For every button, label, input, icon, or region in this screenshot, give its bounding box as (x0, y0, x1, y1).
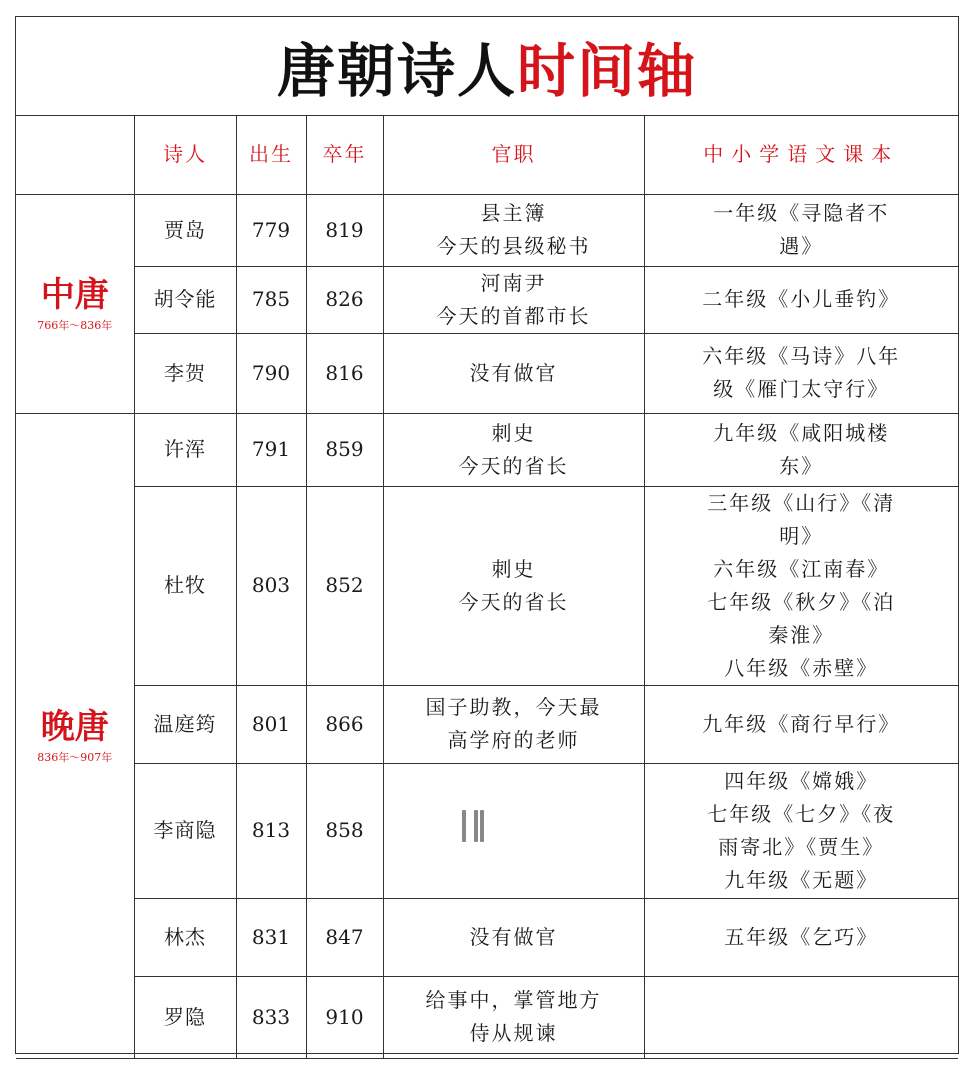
poet-name: 贾岛 (134, 194, 236, 266)
birth-year: 801 (236, 685, 306, 763)
header-death: 卒年 (306, 115, 383, 194)
poet-table (16, 115, 958, 1059)
birth-year: 790 (236, 333, 306, 413)
office-cell (383, 898, 644, 976)
textbook-line: 秦淮》 (768, 622, 835, 647)
textbook-line: 一年级《寻隐者不 (713, 201, 890, 225)
death-year: 847 (306, 898, 383, 976)
death-year: 910 (306, 976, 383, 1058)
birth-year: 803 (236, 486, 306, 685)
office-line: 没有做官 (469, 924, 558, 949)
death-year: 819 (306, 194, 383, 266)
textbook-cell (644, 685, 958, 763)
death-year: 826 (306, 266, 383, 333)
office-line: 今天的县级秘书 (436, 234, 591, 258)
birth-year: 779 (236, 194, 306, 266)
textbook-line: 六年级《马诗》八年 (702, 344, 901, 368)
poet-name: 温庭筠 (134, 685, 236, 763)
blur-mark (474, 810, 478, 842)
table-row (16, 898, 958, 976)
textbook-cell (644, 266, 958, 333)
title-part-black: 唐朝诗人 (276, 37, 517, 105)
office-cell-blurred (383, 763, 644, 898)
era-range: 836年～907年 (37, 750, 113, 764)
textbook-cell (644, 194, 958, 266)
header-office: 官职 (383, 115, 644, 194)
poet-name: 李贺 (134, 333, 236, 413)
office-line: 高学府的老师 (447, 728, 580, 752)
office-cell (383, 976, 644, 1058)
office-line: 今天的省长 (458, 453, 569, 478)
textbook-line: 二年级《小儿垂钓》 (702, 287, 901, 311)
office-line: 没有做官 (469, 360, 558, 385)
office-line: 给事中，掌管地方 (425, 988, 602, 1012)
textbook-line: 六年级《江南春》 (713, 556, 890, 581)
poet-name: 胡令能 (134, 266, 236, 333)
textbook-line: 四年级《嫦娥》 (724, 768, 879, 793)
office-line: 刺史 (491, 556, 536, 581)
office-line: 今天的首都市长 (436, 303, 591, 328)
textbook-cell (644, 763, 958, 898)
poet-name: 林杰 (134, 898, 236, 976)
table-row (16, 976, 958, 1058)
textbook-line: 九年级《商行早行》 (702, 711, 901, 736)
era-name: 晚唐 (40, 706, 109, 747)
office-cell (383, 333, 644, 413)
table-row (16, 763, 958, 898)
textbook-line: 八年级《赤壁》 (724, 655, 879, 680)
table-row (16, 333, 958, 413)
office-line: 刺史 (491, 420, 536, 445)
textbook-line: 五年级《乞巧》 (724, 924, 879, 949)
office-line: 今天的省长 (458, 589, 569, 614)
office-line: 国子助教，今天最 (425, 695, 602, 719)
table-row (16, 413, 958, 486)
office-line: 侍从规谏 (469, 1021, 558, 1045)
textbook-line: 明》 (779, 523, 824, 548)
office-cell (383, 685, 644, 763)
textbook-line: 东》 (779, 453, 824, 478)
office-line: 县主簿 (480, 201, 547, 225)
era-cell-mid-tang (16, 194, 134, 413)
era-name: 中唐 (40, 274, 109, 315)
death-year: 859 (306, 413, 383, 486)
blur-mark (480, 810, 484, 842)
textbook-cell (644, 486, 958, 685)
textbook-line: 三年级《山行》《清 (707, 490, 896, 515)
textbook-cell (644, 413, 958, 486)
birth-year: 813 (236, 763, 306, 898)
textbook-line: 九年级《咸阳城楼 (713, 420, 890, 445)
textbook-line: 九年级《无题》 (724, 867, 879, 892)
birth-year: 833 (236, 976, 306, 1058)
office-cell (383, 266, 644, 333)
header-textbook: 中小学语文课本 (644, 115, 958, 194)
birth-year: 791 (236, 413, 306, 486)
office-cell (383, 194, 644, 266)
table-row (16, 194, 958, 266)
death-year: 866 (306, 685, 383, 763)
textbook-cell (644, 333, 958, 413)
death-year: 858 (306, 763, 383, 898)
textbook-line: 雨寄北》《贾生》 (718, 834, 885, 859)
textbook-cell-empty (644, 976, 958, 1058)
blur-mark (462, 810, 466, 842)
header-era (16, 115, 134, 194)
birth-year: 831 (236, 898, 306, 976)
office-line: 河南尹 (480, 270, 547, 295)
header-poet: 诗人 (134, 115, 236, 194)
death-year: 852 (306, 486, 383, 685)
title-part-red: 时间轴 (517, 37, 698, 105)
table-row (16, 685, 958, 763)
era-range: 766年～836年 (37, 318, 113, 332)
textbook-line: 级《雁门太守行》 (713, 377, 890, 401)
textbook-line: 遇》 (779, 234, 824, 258)
textbook-line: 七年级《七夕》《夜 (707, 801, 896, 826)
textbook-line: 七年级《秋夕》《泊 (707, 589, 896, 614)
poet-name: 李商隐 (134, 763, 236, 898)
death-year: 816 (306, 333, 383, 413)
table-header-row (16, 115, 958, 194)
table-row (16, 266, 958, 333)
poet-name: 杜牧 (134, 486, 236, 685)
birth-year: 785 (236, 266, 306, 333)
page-title (16, 17, 958, 116)
table-row (16, 486, 958, 685)
poet-name: 许浑 (134, 413, 236, 486)
poet-name: 罗隐 (134, 976, 236, 1058)
office-cell (383, 413, 644, 486)
blurred-content (454, 806, 574, 846)
textbook-cell (644, 898, 958, 976)
header-birth: 出生 (236, 115, 306, 194)
office-cell (383, 486, 644, 685)
era-cell-late-tang (16, 413, 134, 1058)
poet-timeline-table-frame (15, 16, 959, 1054)
